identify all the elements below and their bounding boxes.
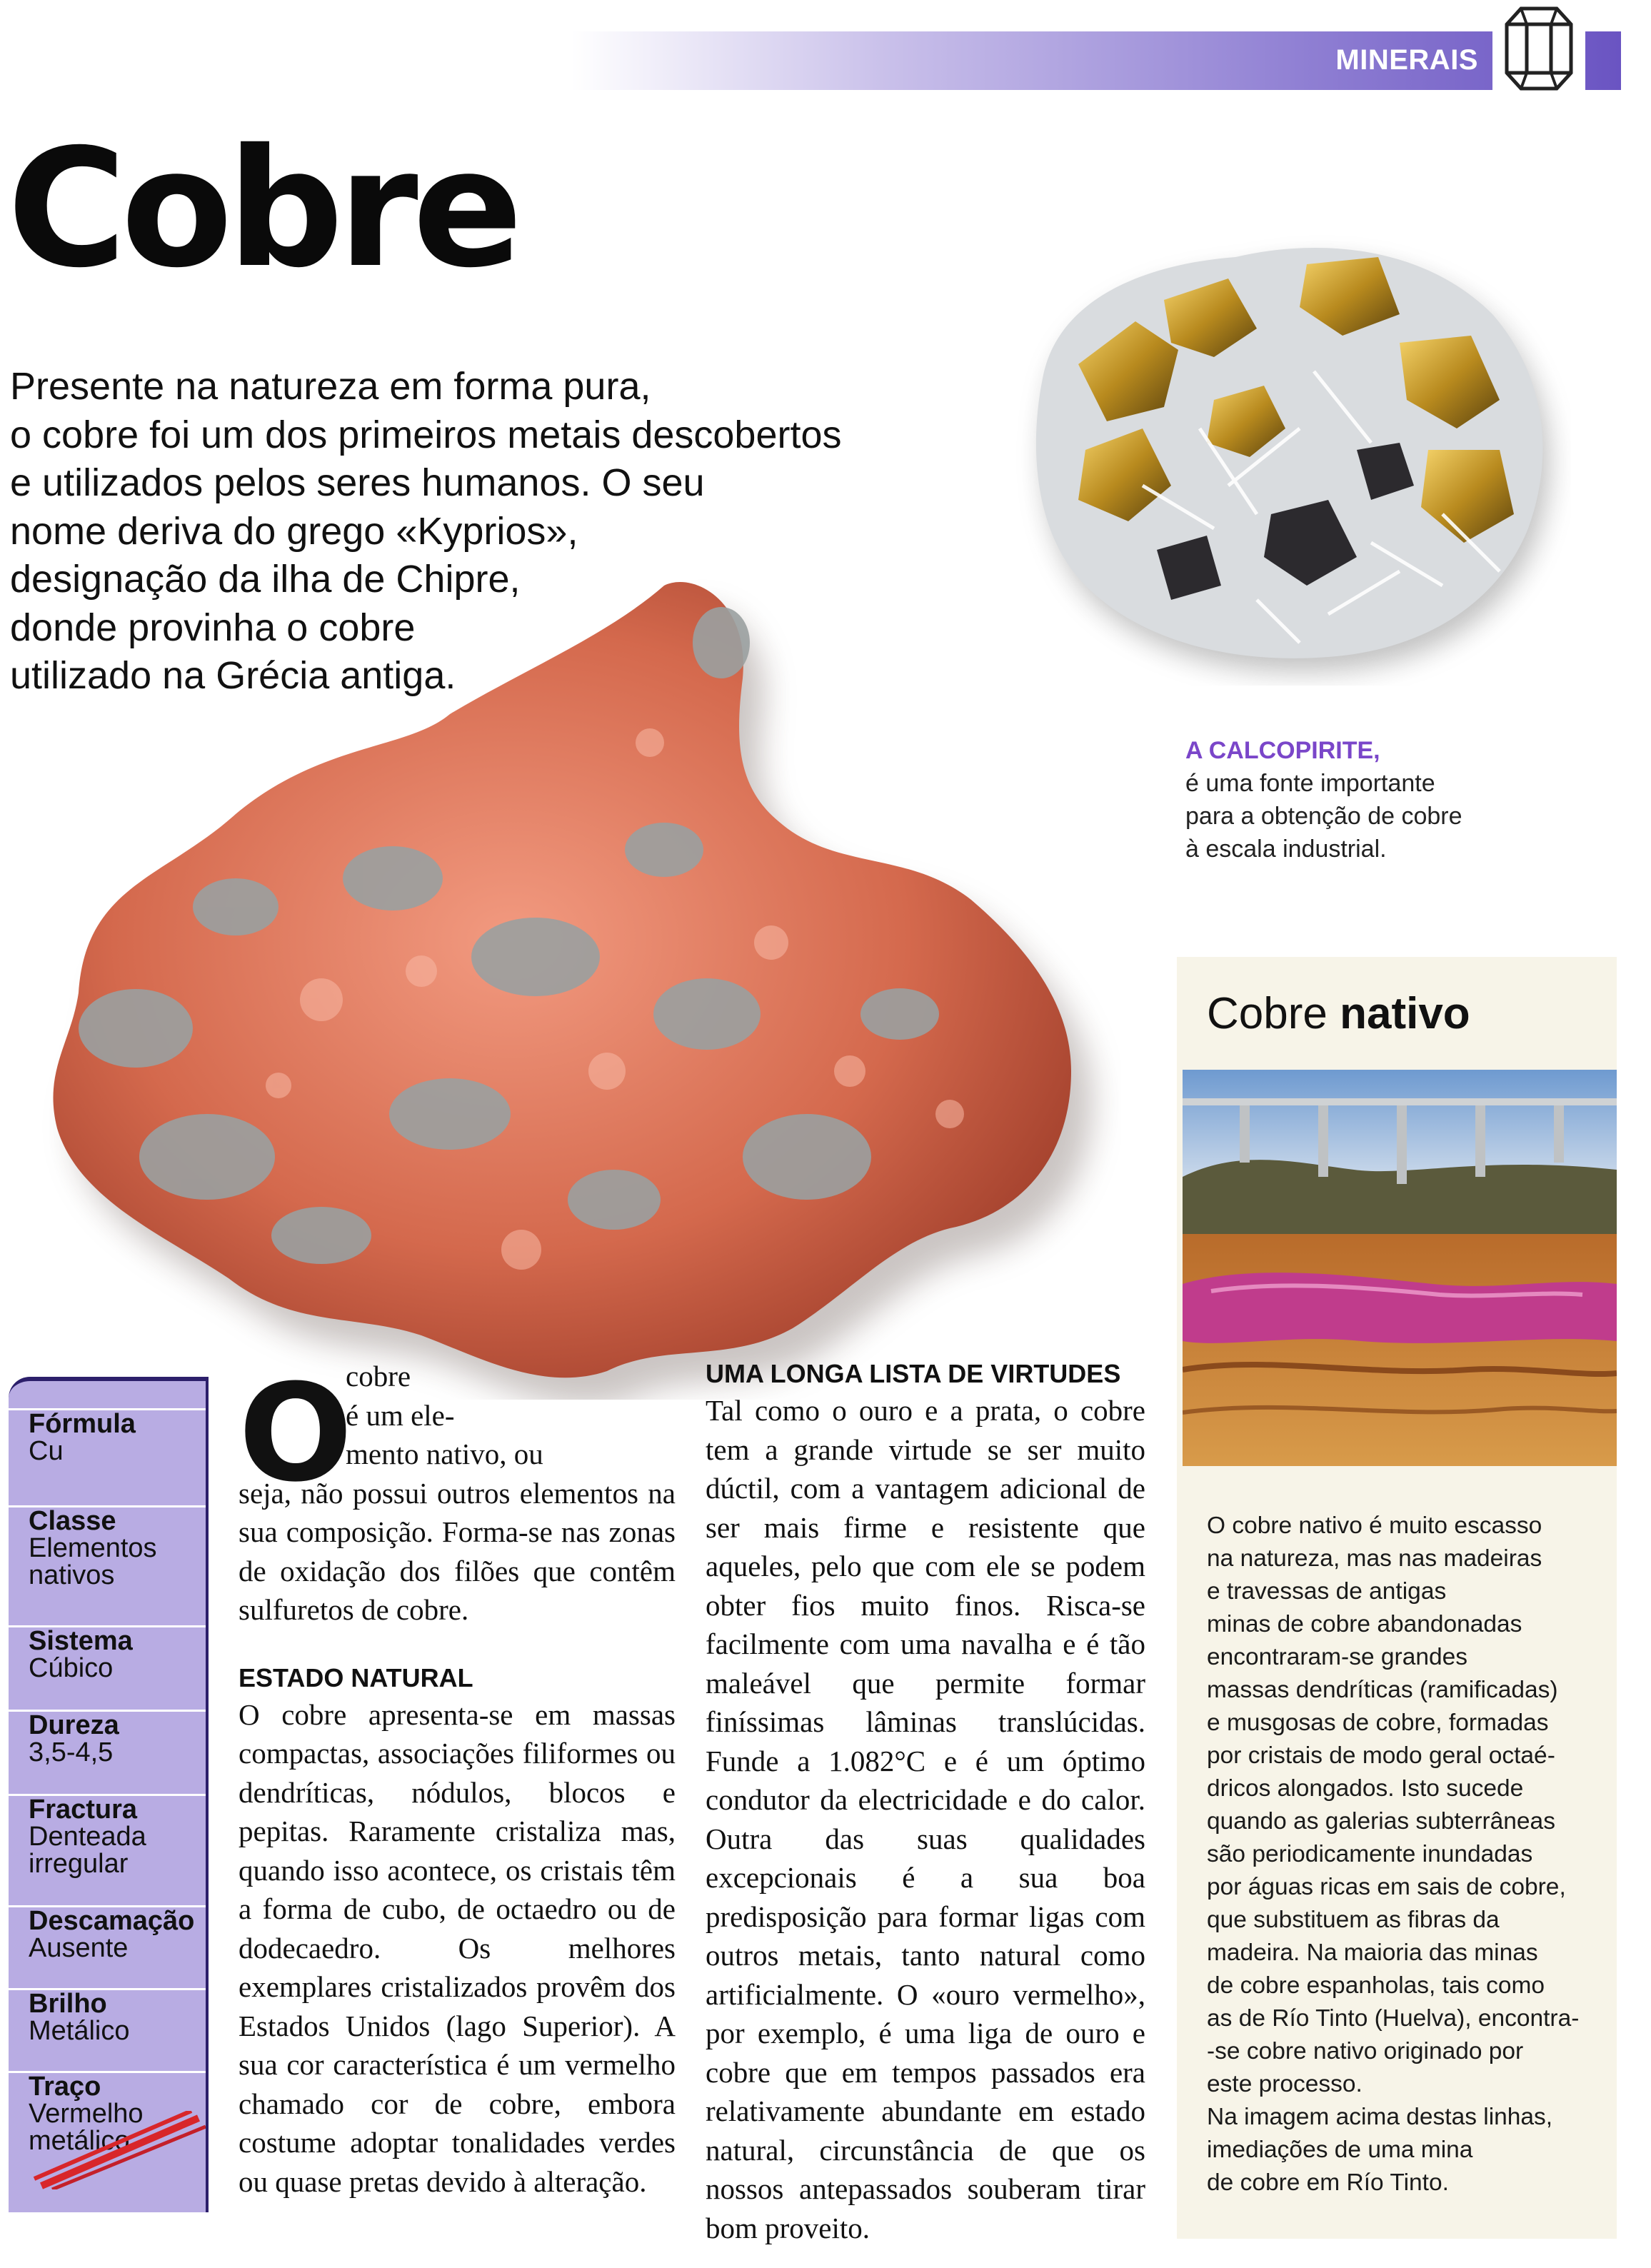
intro-line: utilizado na Grécia antiga. [10,654,456,697]
native-copper-sidebar [1177,957,1617,2239]
fact-label: Traço [29,2072,101,2102]
fact-system [9,1625,206,1682]
sidebar-line: Na imagem acima destas linhas, [1207,2104,1553,2130]
fact-label: Fractura [29,1795,138,1825]
sidebar-line: -se cobre nativo originado por [1207,2038,1524,2064]
fact-cleavage [9,1905,206,1962]
section-heading: UMA LONGA LISTA DE VIRTUDES [706,1359,1121,1388]
fact-label: Brilho [29,1989,107,2019]
intro-line: e utilizados pelos seres humanos. O seu [10,461,705,504]
article-column-1 [239,1357,676,2201]
article-paragraph: seja, não possui outros elementos na sua composição. Forma-se nas zonas de oxidação dos filões que contêm sulfuretos de cobre. [239,1476,676,1626]
article-column-2 [706,1357,1145,2247]
sidebar-line: encontraram-se grandes [1207,1644,1467,1670]
fact-label: Classe [29,1506,116,1536]
sidebar-line: são periodicamente inundadas [1207,1841,1533,1867]
lead-line: mento nativo, ou [346,1437,543,1470]
fact-formula [9,1408,206,1465]
intro-line: designação da ilha de Chipre, [10,558,521,601]
intro-line: donde provinha o cobre [10,606,416,649]
sidebar-line: madeira. Na maioria das minas [1207,1940,1538,1966]
sidebar-line: dricos alongados. Isto sucede [1207,1775,1524,1802]
sidebar-line: por águas ricas em sais de cobre, [1207,1874,1566,1900]
sidebar-line: que substituem as fibras da [1207,1907,1500,1933]
sidebar-line: de cobre espanholas, tais como [1207,1972,1545,1999]
fact-value: Elementos nativos [29,1533,157,1590]
sidebar-line: de cobre em Río Tinto. [1207,2169,1449,2196]
fact-hardness [9,1710,206,1766]
fact-value: Metálico [29,2016,130,2046]
lead-line: é um ele- [346,1398,455,1432]
section-heading: ESTADO NATURAL [239,1662,473,1692]
sidebar-line: as de Río Tinto (Huelva), encontra- [1207,2005,1580,2032]
chalcopyrite-image [1000,214,1571,686]
sidebar-line: massas dendríticas (ramificadas) [1207,1677,1558,1703]
sidebar-title-regular: Cobre [1207,989,1340,1038]
article-paragraph: Tal como o ouro e a prata, o cobre tem a grande virtude se ser muito dúctil, com a vantagem adicional de ser mais firme e resistente que aqueles, pelo que com ele se podem obter fios muito finos. Risca-se facilmente com uma navalha e é tão maleável que permite formar finíssimas lâminas translúcidas. Funde a 1.082°C e é um óptimo condutor da electricidade e do calor. Outra das suas qualidades excepcionais é a sua boa predisposição para formar ligas com outros metais, tanto natural como artificialmente. O «ouro vermelho», por exemplo, é uma liga de ouro e cobre que em tempos passados era relativamente abundante em estado natural, circunstância de que os nossos antepassados souberam tirar bom proveito. [706,1394,1145,2244]
fact-label: Sistema [29,1626,133,1656]
sidebar-line: O cobre nativo é muito escasso [1207,1512,1542,1539]
streak-stripes-icon [27,2111,206,2189]
chalcopyrite-caption [1185,734,1557,865]
fact-label: Dureza [29,1710,119,1740]
sidebar-line: minas de cobre abandonadas [1207,1611,1522,1637]
fact-value: Denteada irregular [29,1822,146,1879]
fact-value: Ausente [29,1933,129,1963]
fact-fracture [9,1794,206,1877]
article-paragraph: O cobre apresenta-se em massas compactas, associações filiformes ou dendríticas, nódulos, blocos e pepitas. Raramente cristaliza mas, quando isso acontece, os cristais têm a forma de cubo, de octaedro ou de dodecaedro. Os melhores exemplares cristalizados provêm dos Estados Unidos (lago Superior). A sua cor característica é um vermelho chamado cor de cobre, embora costume adoptar tonalidades verdes ou quase pretas devido à alteração. [239,1697,676,2198]
lead-line: cobre [346,1360,411,1393]
fact-value: Cúbico [29,1653,114,1683]
sidebar-line: e musgosas de cobre, formadas [1207,1710,1549,1736]
sidebar-line: na natureza, mas nas madeiras [1207,1545,1542,1572]
sidebar-text [1207,1510,1600,2199]
crystal-icon [1492,3,1585,94]
sidebar-line: quando as galerias subterrâneas [1207,1808,1555,1835]
section-banner [571,31,1621,90]
intro-line: Presente na natureza em forma pura, [10,365,651,408]
fact-value: Cu [29,1436,64,1466]
sidebar-line: este processo. [1207,2071,1363,2097]
fact-value: Vermelho metálico [29,2099,144,2156]
caption-line: para a obtenção de cobre [1185,803,1462,830]
intro-paragraph [10,363,910,701]
page-title: Cobre [7,114,518,303]
fact-class [9,1505,206,1589]
sidebar-title [1207,988,1470,1039]
caption-title: A CALCOPIRITE, [1185,737,1380,764]
sidebar-line: por cristais de modo geral octaé- [1207,1742,1555,1769]
section-label: MINERAIS [1335,44,1478,76]
fact-value: 3,5-4,5 [29,1737,114,1767]
intro-line: o cobre foi um dos primeiros metais descobertos [10,413,842,456]
intro-line: nome deriva do grego «Kyprios», [10,509,578,553]
sidebar-title-bold: nativo [1340,989,1470,1038]
mineral-facts-box [9,1377,209,2212]
drop-cap: O [239,1355,353,1512]
fact-label: Descamação [29,1906,195,1936]
sidebar-line: e travessas de antigas [1207,1578,1447,1605]
caption-line: à escala industrial. [1185,836,1387,863]
fact-label: Fórmula [29,1409,136,1439]
rio-tinto-photo [1183,1070,1617,1466]
sidebar-line: imediações de uma mina [1207,2137,1473,2163]
caption-line: é uma fonte importante [1185,770,1435,797]
fact-luster [9,1988,206,2044]
